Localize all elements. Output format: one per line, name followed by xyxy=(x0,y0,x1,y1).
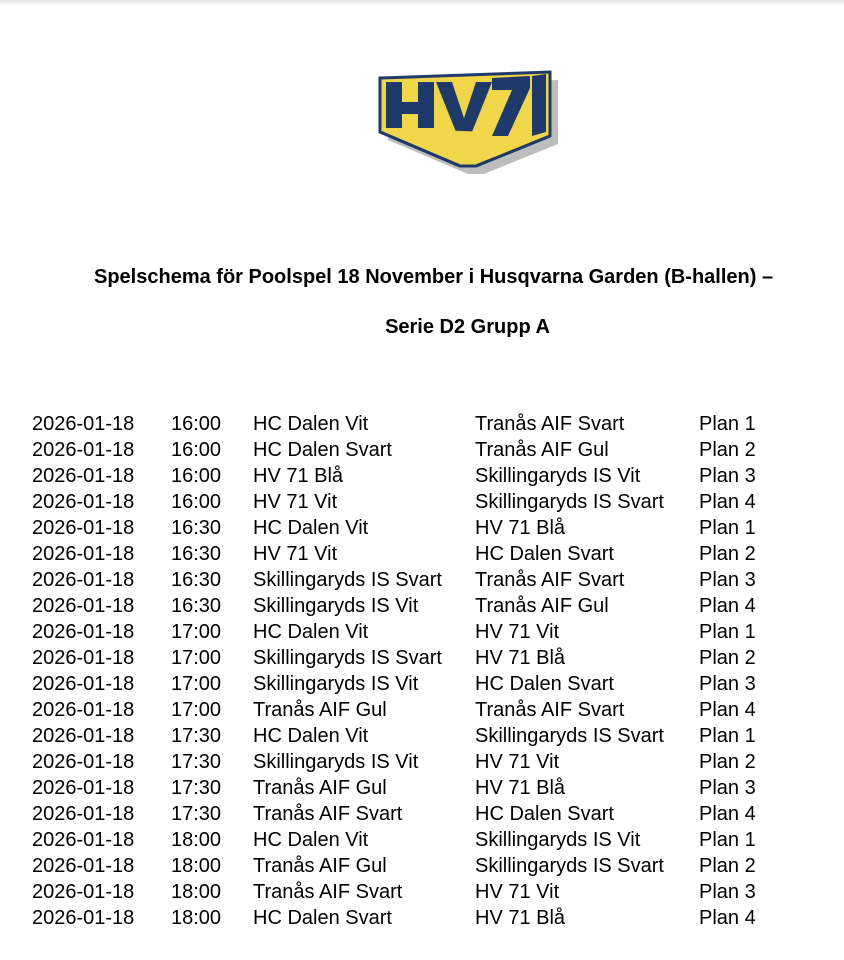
schedule-row xyxy=(32,723,832,749)
away-team: Tranås AIF Gul xyxy=(475,595,609,617)
rink-plan: Plan 3 xyxy=(699,569,756,591)
rink-plan: Plan 3 xyxy=(699,881,756,903)
home-team: HC Dalen Vit xyxy=(253,413,369,435)
rink-plan: Plan 2 xyxy=(699,543,756,565)
game-date: 2026-01-18 xyxy=(32,595,135,617)
schedule-title: Spelschema för Poolspel 18 November i Husqvarna Garden (B-hallen) – xyxy=(94,266,774,288)
away-team: HV 71 Blå xyxy=(475,907,566,929)
rink-plan: Plan 1 xyxy=(699,621,756,643)
rink-plan: Plan 2 xyxy=(699,439,756,461)
away-team: Skillingaryds IS Svart xyxy=(475,491,664,513)
home-team: Skillingaryds IS Vit xyxy=(253,673,419,695)
home-team: HC Dalen Svart xyxy=(253,439,392,461)
rink-plan: Plan 3 xyxy=(699,777,756,799)
game-time: 16:00 xyxy=(171,465,222,487)
home-team: Skillingaryds IS Svart xyxy=(253,569,442,591)
game-time: 17:00 xyxy=(171,673,222,695)
game-date: 2026-01-18 xyxy=(32,803,135,825)
home-team: HC Dalen Vit xyxy=(253,725,369,747)
game-date: 2026-01-18 xyxy=(32,491,135,513)
game-schedule-list xyxy=(32,411,832,931)
hv71-logo xyxy=(372,70,562,180)
home-team: Tranås AIF Gul xyxy=(253,699,387,721)
away-team: HV 71 Blå xyxy=(475,517,566,539)
schedule-row xyxy=(32,671,832,697)
home-team: HV 71 Vit xyxy=(253,491,338,513)
away-team: HV 71 Blå xyxy=(475,777,566,799)
schedule-row xyxy=(32,801,832,827)
game-date: 2026-01-18 xyxy=(32,517,135,539)
rink-plan: Plan 4 xyxy=(699,595,756,617)
schedule-row xyxy=(32,593,832,619)
rink-plan: Plan 3 xyxy=(699,673,756,695)
away-team: Skillingaryds IS Vit xyxy=(475,465,641,487)
game-time: 17:30 xyxy=(171,751,222,773)
rink-plan: Plan 1 xyxy=(699,413,756,435)
rink-plan: Plan 4 xyxy=(699,699,756,721)
game-time: 17:30 xyxy=(171,803,222,825)
schedule-row xyxy=(32,697,832,723)
home-team: HV 71 Vit xyxy=(253,543,338,565)
game-date: 2026-01-18 xyxy=(32,855,135,877)
game-date: 2026-01-18 xyxy=(32,543,135,565)
game-date: 2026-01-18 xyxy=(32,413,135,435)
home-team: Skillingaryds IS Vit xyxy=(253,751,419,773)
home-team: HC Dalen Svart xyxy=(253,907,392,929)
game-date: 2026-01-18 xyxy=(32,699,135,721)
game-time: 16:30 xyxy=(171,517,222,539)
game-date: 2026-01-18 xyxy=(32,881,135,903)
away-team: HC Dalen Svart xyxy=(475,803,614,825)
schedule-row xyxy=(32,411,832,437)
away-team: Tranås AIF Svart xyxy=(475,699,625,721)
game-date: 2026-01-18 xyxy=(32,439,135,461)
game-date: 2026-01-18 xyxy=(32,465,135,487)
game-date: 2026-01-18 xyxy=(32,647,135,669)
schedule-row xyxy=(32,463,832,489)
away-team: HC Dalen Svart xyxy=(475,543,614,565)
rink-plan: Plan 2 xyxy=(699,647,756,669)
game-time: 18:00 xyxy=(171,855,222,877)
game-date: 2026-01-18 xyxy=(32,725,135,747)
schedule-row xyxy=(32,775,832,801)
rink-plan: Plan 1 xyxy=(699,517,756,539)
home-team: HC Dalen Vit xyxy=(253,517,369,539)
schedule-row xyxy=(32,437,832,463)
game-time: 17:00 xyxy=(171,647,222,669)
schedule-row xyxy=(32,853,832,879)
away-team: HV 71 Vit xyxy=(475,621,560,643)
home-team: Tranås AIF Gul xyxy=(253,855,387,877)
schedule-row xyxy=(32,749,832,775)
rink-plan: Plan 4 xyxy=(699,907,756,929)
home-team: HC Dalen Vit xyxy=(253,829,369,851)
game-time: 16:30 xyxy=(171,595,222,617)
schedule-subtitle: Serie D2 Grupp A xyxy=(385,316,550,338)
schedule-row xyxy=(32,827,832,853)
schedule-row xyxy=(32,489,832,515)
away-team: HV 71 Blå xyxy=(475,647,566,669)
hv71-logo-graphic xyxy=(372,70,562,180)
away-team: Tranås AIF Svart xyxy=(475,569,625,591)
home-team: HC Dalen Vit xyxy=(253,621,369,643)
schedule-row xyxy=(32,515,832,541)
rink-plan: Plan 3 xyxy=(699,465,756,487)
game-time: 16:00 xyxy=(171,439,222,461)
game-date: 2026-01-18 xyxy=(32,829,135,851)
game-time: 17:00 xyxy=(171,621,222,643)
rink-plan: Plan 2 xyxy=(699,751,756,773)
away-team: HC Dalen Svart xyxy=(475,673,614,695)
home-team: HV 71 Blå xyxy=(253,465,344,487)
rink-plan: Plan 4 xyxy=(699,491,756,513)
game-time: 17:00 xyxy=(171,699,222,721)
game-time: 17:30 xyxy=(171,725,222,747)
away-team: HV 71 Vit xyxy=(475,881,560,903)
rink-plan: Plan 1 xyxy=(699,725,756,747)
game-time: 18:00 xyxy=(171,907,222,929)
game-time: 18:00 xyxy=(171,829,222,851)
home-team: Tranås AIF Gul xyxy=(253,777,387,799)
away-team: Skillingaryds IS Svart xyxy=(475,855,664,877)
away-team: Skillingaryds IS Vit xyxy=(475,829,641,851)
game-time: 16:30 xyxy=(171,543,222,565)
game-time: 16:00 xyxy=(171,491,222,513)
top-edge-shadow xyxy=(0,0,844,6)
home-team: Tranås AIF Svart xyxy=(253,803,403,825)
away-team: HV 71 Vit xyxy=(475,751,560,773)
game-time: 16:00 xyxy=(171,413,222,435)
away-team: Tranås AIF Svart xyxy=(475,413,625,435)
home-team: Tranås AIF Svart xyxy=(253,881,403,903)
game-date: 2026-01-18 xyxy=(32,777,135,799)
game-date: 2026-01-18 xyxy=(32,907,135,929)
home-team: Skillingaryds IS Vit xyxy=(253,595,419,617)
schedule-row xyxy=(32,879,832,905)
home-team: Skillingaryds IS Svart xyxy=(253,647,442,669)
game-time: 18:00 xyxy=(171,881,222,903)
schedule-row xyxy=(32,541,832,567)
schedule-row xyxy=(32,619,832,645)
away-team: Skillingaryds IS Svart xyxy=(475,725,664,747)
rink-plan: Plan 4 xyxy=(699,803,756,825)
game-date: 2026-01-18 xyxy=(32,673,135,695)
schedule-row xyxy=(32,645,832,671)
game-time: 17:30 xyxy=(171,777,222,799)
schedule-row xyxy=(32,905,832,931)
rink-plan: Plan 1 xyxy=(699,829,756,851)
rink-plan: Plan 2 xyxy=(699,855,756,877)
game-date: 2026-01-18 xyxy=(32,621,135,643)
schedule-row xyxy=(32,567,832,593)
game-date: 2026-01-18 xyxy=(32,569,135,591)
game-time: 16:30 xyxy=(171,569,222,591)
away-team: Tranås AIF Gul xyxy=(475,439,609,461)
game-date: 2026-01-18 xyxy=(32,751,135,773)
